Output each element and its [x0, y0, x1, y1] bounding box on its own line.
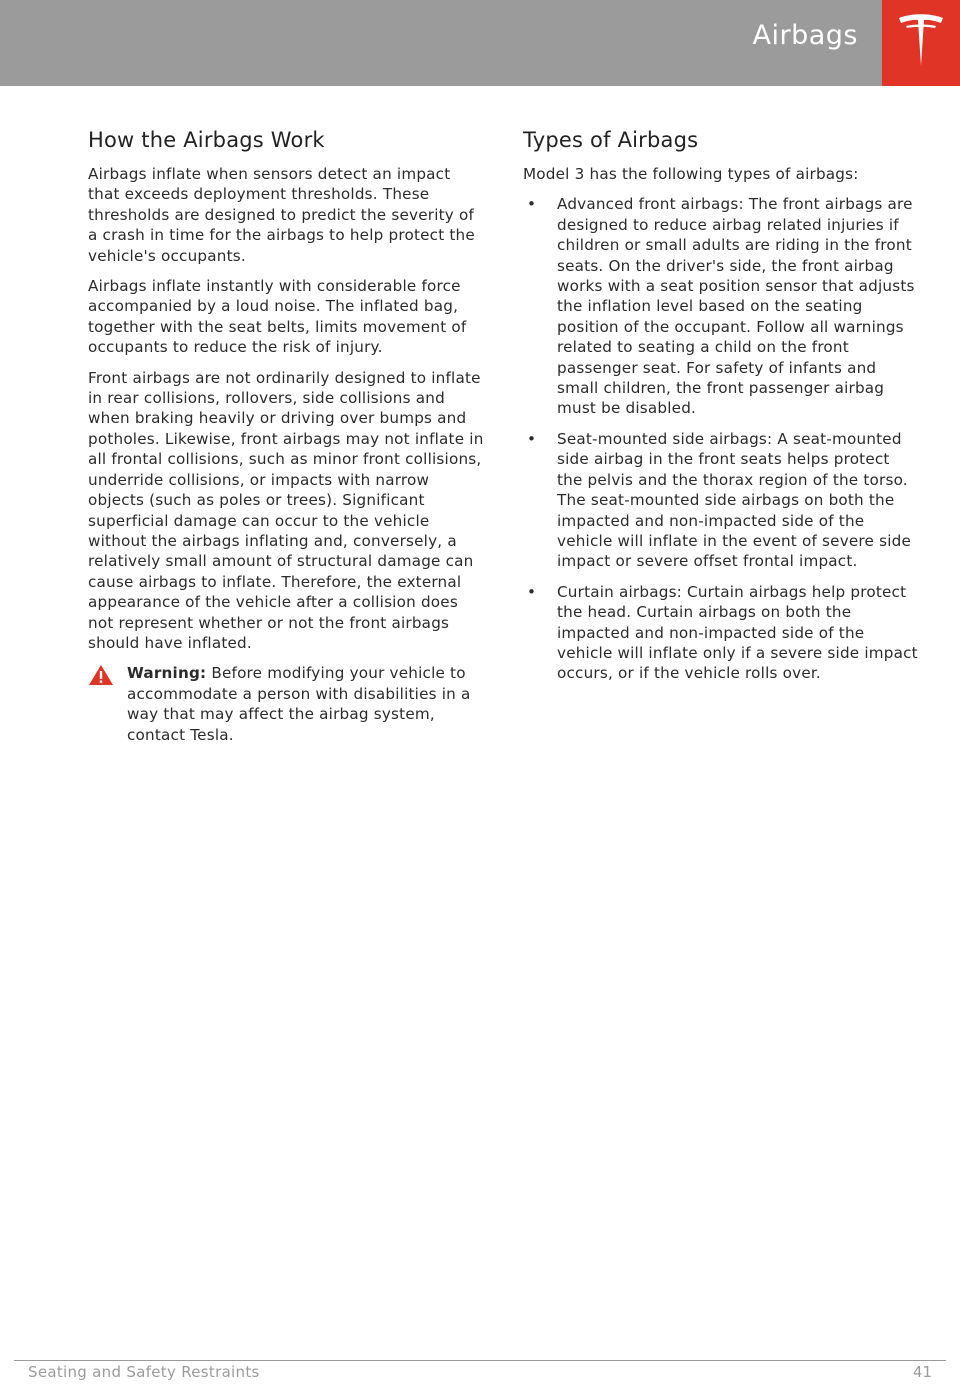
- paragraph: Airbags inflate instantly with considerable force accompanied by a loud noise. The inflated bag, together with the seat belts, limits movement of occupants to reduce the risk of injury.: [88, 277, 467, 357]
- bullet: •: [527, 429, 537, 448]
- section-heading-types-of-airbags: Types of Airbags: [523, 128, 699, 152]
- warning-text: Before modifying your vehicle to accommodate a person with disabilities in a way that may affect the airbag system, contact Tesla.: [127, 664, 471, 744]
- left-column: [88, 128, 484, 745]
- list-item: [523, 582, 918, 684]
- right-column: [523, 128, 918, 694]
- paragraph: Airbags inflate when sensors detect an impact that exceeds deployment thresholds. These thresholds are designed to predict the severity of a crash in time for the airbags to help protect the vehicle's occupants.: [88, 165, 475, 265]
- list-item-text: Curtain airbags: Curtain airbags help protect the head. Curtain airbags on both the impacted and non-impacted side of the vehicle will inflate only if a severe side impact occurs, or if the vehicle rolls over.: [557, 582, 918, 683]
- warning-triangle-icon: [88, 664, 114, 686]
- list-item-text: Seat-mounted side airbags: A seat-mounted side airbag in the front seats helps protect the pelvis and the thorax region of the torso. The seat-mounted side airbags on both the impacted and non-impacted side of the vehicle will inflate in the event of severe side impact or severe offset frontal impact.: [557, 429, 912, 571]
- page-number: 41: [912, 1363, 932, 1381]
- paragraph: Front airbags are not ordinarily designed to inflate in rear collisions, rollovers, side collisions and when braking heavily or driving over bumps and potholes. Likewise, front airbags may not inflate in all frontal collisions, such as minor front collisions, underride collisions, or impacts with narrow objects (such as poles or trees). Significant superficial damage can occur to the vehicle without the airbags inflating and, conversely, a relatively small amount of structural damage can cause airbags to inflate. Therefore, the external appearance of the vehicle after a collision does not represent whether or not the front airbags should have inflated.: [88, 368, 484, 652]
- list-item: [523, 194, 918, 418]
- section-heading-how-airbags-work: How the Airbags Work: [88, 128, 325, 152]
- intro-text: Model 3 has the following types of airbags:: [523, 165, 859, 183]
- chapter-title: Airbags: [752, 20, 858, 51]
- page-header: [0, 0, 960, 86]
- airbag-types-list: [523, 194, 918, 683]
- tesla-logo-icon: [897, 14, 945, 68]
- bullet: •: [527, 195, 537, 214]
- bullet: •: [527, 582, 537, 601]
- list-item-text: Advanced front airbags: The front airbags are designed to reduce airbag related injuries if children or small adults are riding in the front seats. On the driver's side, the front airbag works with a seat position sensor that adjusts the inflation level based on the seating position of the occupant. Follow all warnings related to seating a child on the front passenger seat. For safety of infants and small children, the front passenger airbag must be disabled.: [557, 195, 915, 418]
- list-item: [523, 429, 918, 572]
- warning-note: [88, 663, 484, 745]
- footer-section-name: Seating and Safety Restraints: [28, 1363, 260, 1381]
- footer-divider: [14, 1360, 946, 1361]
- logo-box: [882, 0, 960, 86]
- warning-label: Warning:: [127, 664, 207, 683]
